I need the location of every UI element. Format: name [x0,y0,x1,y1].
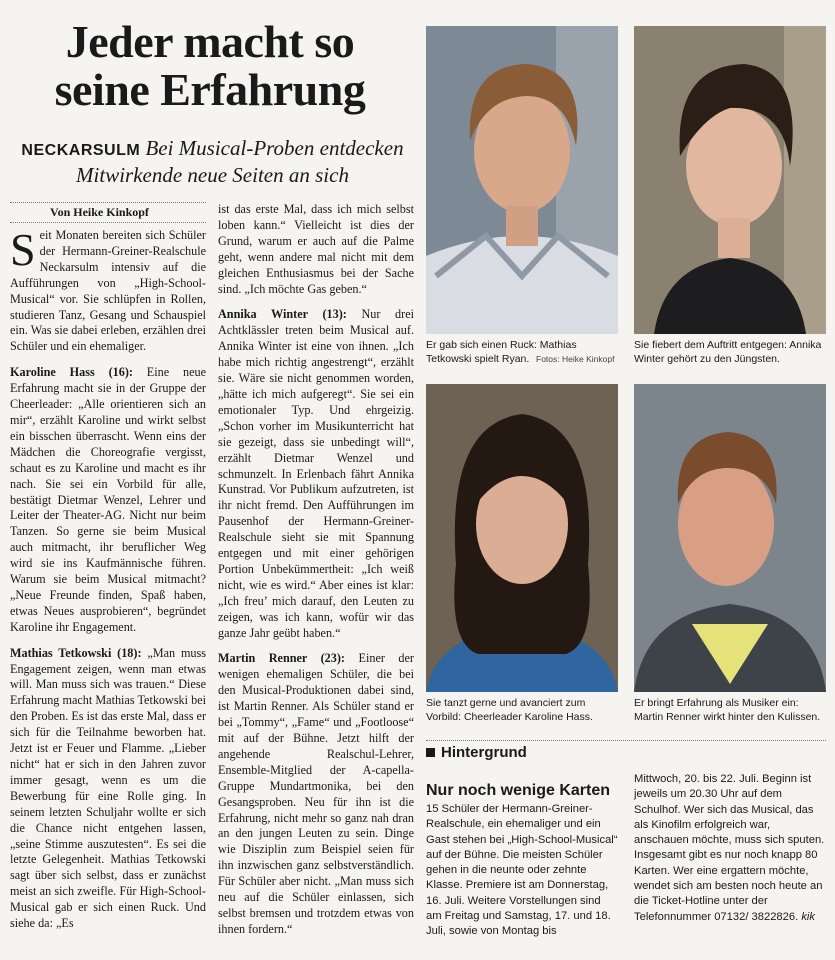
paragraph-annika: Nur drei Achtklässler treten beim Musical auf. Annika Winter ist eine von ihnen. „Ich habe mich richtig angestrengt“, erzählt sie. Wäre sie nicht genommen worden, „hätte ich mich aufgeregt“. Sie sei ein emotionaler Typ. Und ehrgeizig. „Schon vorher im Musikunterricht hat sie gezeigt, dass sie unbedingt will“, erzählt Dietmar Wenzel und schmunzelt. In Erlenbach fährt Annika Kunstrad. Vor Publikum aufzutreten, ist ihr nicht fremd. Den Aufführungen im Pausenhof der Hermann-Greiner-Realschule sieht sie mit Spannung entgegen und mit einer gehörigen Portion Unbekümmertheit: „Ich weiß nicht, wie es wird.“ Aber eines ist klar: „Ich freu’ mich darauf, den Leuten zu zeigen, was ich kann, wofür wir das ganze Jahr geübt haben.“ [218,307,415,640]
photo-credit: Fotos: Heike Kinkopf [536,354,615,364]
caption-annika-text: Sie fiebert dem Auftritt entgegen: Annika Winter gehört zu den Jüngsten. [634,339,822,365]
subtitle-line-2: Mitwirkende neue Seiten an sich [76,163,349,187]
paragraph-martin: Einer der wenigen ehemaligen Schüler, die bei den Musical-Produktionen dabei sind, ist Martin Renner. Als Schüler stand er bei „Tommy“, „Fame“ und „Footloose“ mit auf der Bühne. Jetzt hilft der angehende Realschul-Lehrer, Ensemble-Mitglied der A-capella-Gruppe Mundartmonika, bei den Gesangsproben. Neu für ihn ist die Erfahrung, nicht mehr so ganz nah dran an den jungen Leuten zu sein. Dinge wie Disziplin zum Beispiel seien für ihn inzwischen ganz selbstverständlich. Für Schüler aber nicht. „Man muss sich neu auf die Schüler einlassen, sich selbst bremsen und trotzdem etwas von ihnen fordern.“ [218,651,414,936]
caption-mathias-text: Er gab sich einen Ruck: Mathias Tetkowski spielt Ryan. [426,339,577,365]
article-column-1 [10,224,207,942]
subtitle [20,136,405,187]
article-column-2 [218,202,414,948]
kicker: NECKARSULM [21,142,141,159]
byline: Von Heike Kinkopf [10,202,206,223]
sidebar-text-col2-body: Mittwoch, 20. bis 22. Juli. Beginn ist jeweils um 20.30 Uhr auf dem Schulhof. Wer sich das Musical, das als Kinofilm erfolgreich war, anschauen möchte, muss sich sputen. Insgesamt gibt es nur noch knapp 80 Karten. Wer eine ergattern möchte, wendet sich am besten noch heute an die Ticket-Hotline unter der Telefonnummer 07132/ 3822826. [634,773,825,923]
sidebar-section-label [426,744,527,761]
person-name-martin: Martin Renner (23): [218,651,345,666]
caption-martin-text: Er bringt Erfahrung als Musiker ein: Martin Renner wirkt hinter den Kulissen. [634,697,821,723]
caption-martin [634,696,826,724]
portrait-martin-image [634,384,826,692]
person-name-karoline: Karoline Hass (16): [10,365,133,380]
headline [20,18,400,114]
section-title: Hintergrund [441,744,527,761]
sidebar-divider [426,740,826,741]
photo-martin [634,384,826,692]
person-name-mathias: Mathias Tetkowski (18): [10,645,142,660]
person-name-annika: Annika Winter (13): [218,307,347,322]
paragraph-karoline: Eine neue Erfahrung macht sie in der Gruppe der Cheerleader: „Alle orientieren sich an mir“, erzählt Karoline und wirkt selbst ein bisschen überrascht. Wenn eins der Mädchen die Choreografie vergisst, schaut es zu Karoline und macht es ihr nach. Sie sei ein Vorbild für alle, bestätigt Dietmar Wenzel, Lehrer und Leiter der Theater-AG. Nicht nur beim Tanzen. So gerne sie beim Musical auch mitmacht, ihr beruflicher Weg wird sie ins Kaufmännische führen. Warum sie beim Musical mitmacht? „Neue Freunde finden, Spaß haben, etwas Neues ausprobieren“, begründet Karoline ihr Engagement. [10,365,206,634]
caption-karoline [426,696,618,724]
caption-karoline-text: Sie tanzt gerne und avanciert zum Vorbild: Cheerleader Karoline Hass. [426,697,593,723]
headline-line-1: Jeder macht so [65,16,355,67]
photo-karoline [426,384,618,692]
portrait-mathias-image [426,26,618,334]
headline-line-2: seine Erfahrung [54,64,366,115]
sidebar-title: Nur noch wenige Karten [426,782,611,799]
paragraph-mathias: „Man muss Engagement zeigen, wenn man etwas will. Man muss sich was trauen.“ Diese Erfahrung macht Mathias Tetkowski bei den Proben. Es ist das erste Mal, dass er sich für die Teilnahme beworben hat. Jetzt ist er Feuer und Flamme. „Lieber nicht“ hat er sich in den Jahren zuvor immer gesagt, wenn es um die Bewerbung für eine Rolle ging. In seinem letzten Schuljahr wollte er sich die Chance nicht entgehen lassen, „seine Stimme auszutesten“. Es sei die letzte Gelegenheit. Mathias Tetkowski sagt über sich selbst, dass er zunächst meist an sich zweifle. Für High-School-Musical gab er sich einen Ruck. Und siehe da: „Es [10,645,207,931]
drop-cap: S [10,224,36,275]
portrait-annika-image [634,26,826,334]
sidebar-text-col2 [634,772,826,925]
sidebar-signature: kik [801,910,815,923]
caption-annika [634,338,826,366]
section-square-icon [426,748,435,757]
paragraph-continued: ist das erste Mal, dass ich mich selbst loben kann.“ Vielleicht ist dies der Grund, warum er auch auf die Palme geht, wenn andere mal nicht mit dem gleichen Enthusiasmus bei der Sache sind. „Ich möchte Gas geben.“ [218,202,414,296]
sidebar-text-col1: 15 Schüler der Hermann-Greiner-Realschule, ein ehemaliger und ein Gast stehen bei „High-School-Musical“ auf der Bühne. Die meisten Schüler gehen in die neunte oder zehnte Klasse. Premiere ist am Donnerstag, 16. Juli. Weitere Vorstellungen sind am Freitag und Samstag, 17. und 18. Juli, sowie von Montag bis [426,803,618,938]
photo-mathias [426,26,618,334]
intro-paragraph: eit Monaten bereiten sich Schüler der Hermann-Greiner-Realschule Neckarsulm intensiv auf die Aufführungen von „High-School-Musical“ vor. Sie schlüpfen in Rollen, studieren Tanz, Gesang und Schauspiel ein. Was sie dabei erleben, erzählen drei Schüler und ein ehemaliger. [10,228,206,354]
photo-annika [634,26,826,334]
portrait-karoline-image [426,384,618,692]
subtitle-line-1: Bei Musical-Proben entdecken [145,136,404,160]
